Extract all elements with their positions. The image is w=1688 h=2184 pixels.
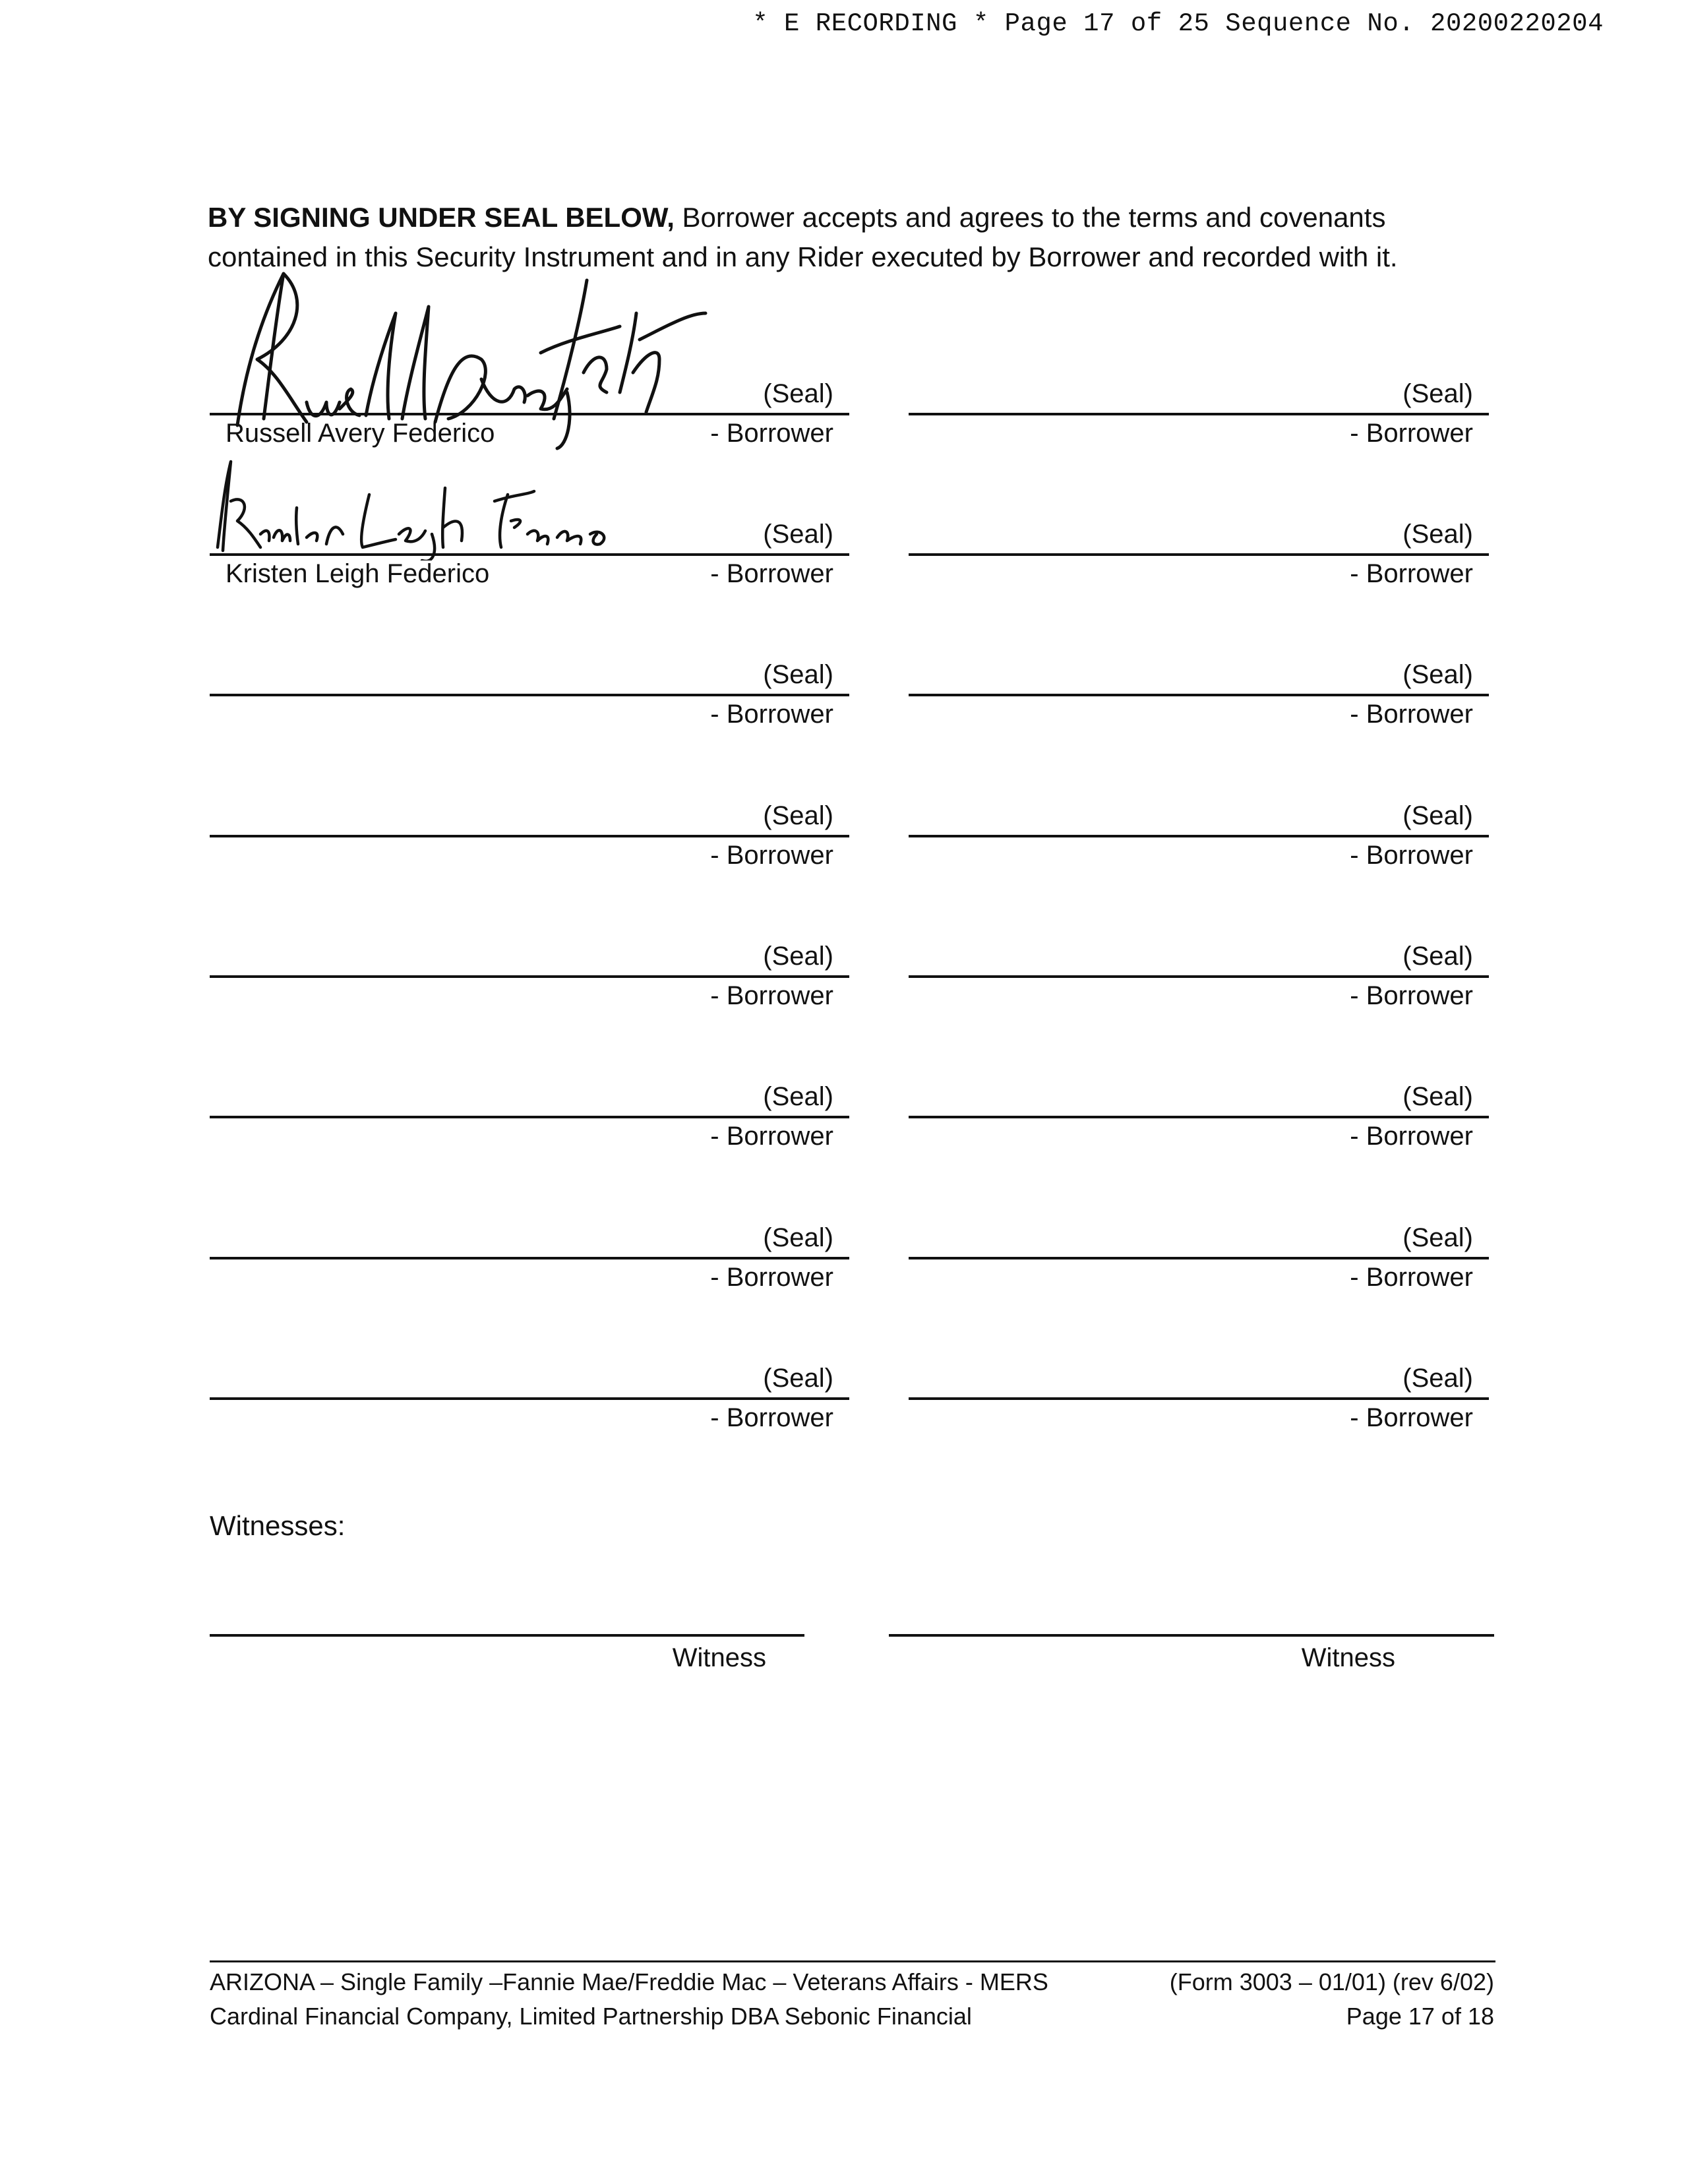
footer-page-number: Page 17 of 18 [1346, 2003, 1494, 2030]
borrower-label: - Borrower [1350, 559, 1473, 588]
borrower-label: - Borrower [1350, 1263, 1473, 1292]
borrower-signature-block [909, 919, 1489, 1010]
borrower-label: - Borrower [1350, 841, 1473, 870]
footer-page-info [1170, 1965, 1494, 2034]
seal-label: (Seal) [763, 1223, 833, 1252]
signature-line [210, 694, 849, 696]
seal-label: (Seal) [1402, 801, 1473, 830]
borrower-label: - Borrower [1350, 1403, 1473, 1432]
borrower-label: - Borrower [1350, 1122, 1473, 1151]
witness-line [210, 1634, 804, 1637]
borrower-label: - Borrower [710, 841, 833, 870]
recording-header: * E RECORDING * Page 17 of 25 Sequence No. 20200220204 [752, 9, 1604, 38]
seal-label: (Seal) [1402, 1082, 1473, 1111]
witness-line [889, 1634, 1494, 1637]
seal-label: (Seal) [763, 801, 833, 830]
seal-label: (Seal) [1402, 660, 1473, 689]
borrower-signature-block [909, 1341, 1489, 1432]
borrower-signature-block [210, 1059, 849, 1151]
borrower-signature-block [909, 1200, 1489, 1292]
witnesses-heading: Witnesses: [210, 1510, 346, 1541]
footer-form-info [210, 1965, 1048, 2034]
borrower-signature-block [909, 1059, 1489, 1151]
borrower-label: - Borrower [1350, 981, 1473, 1010]
borrower-signature-block [909, 637, 1489, 729]
footer-divider [210, 1960, 1495, 1962]
signature-line [909, 975, 1489, 978]
signature-line [210, 1257, 849, 1259]
signature-line [210, 1116, 849, 1118]
borrower-signature-block [210, 1341, 849, 1432]
borrower-signature-block [909, 356, 1489, 448]
footer-state-line: ARIZONA – Single Family –Fannie Mae/Freddie Mac – Veterans Affairs - MERS [210, 1968, 1048, 1995]
borrower-signature-block [210, 637, 849, 729]
witness-signature-block [889, 1634, 1494, 1687]
witness-signature-block [210, 1634, 804, 1687]
signature-line [909, 553, 1489, 556]
witness-label: Witness [672, 1643, 766, 1672]
signer-name: Russell Avery Federico [226, 419, 495, 448]
seal-label: (Seal) [1402, 520, 1473, 549]
borrower-signature-block [210, 1200, 849, 1292]
borrower-signature-block [909, 778, 1489, 870]
borrower-label: - Borrower [710, 700, 833, 729]
borrower-label: - Borrower [710, 1122, 833, 1151]
signing-statement-lead: BY SIGNING UNDER SEAL BELOW, [208, 202, 675, 233]
signature-line [909, 1397, 1489, 1400]
footer-lender-line: Cardinal Financial Company, Limited Partnership DBA Sebonic Financial [210, 2003, 972, 2030]
seal-label: (Seal) [1402, 1364, 1473, 1393]
signature-line [909, 413, 1489, 415]
seal-label: (Seal) [1402, 942, 1473, 971]
borrower-label: - Borrower [1350, 419, 1473, 448]
signer-name: Kristen Leigh Federico [226, 559, 490, 588]
seal-label: (Seal) [763, 660, 833, 689]
signing-statement-text: Borrower accepts and agrees to the terms and covenants contained in this Security Instrument and in any Rider executed by Borrower and recorded with it. [208, 202, 1398, 272]
borrower-label: - Borrower [710, 419, 833, 448]
signing-statement [208, 198, 1500, 277]
borrower-label: - Borrower [710, 981, 833, 1010]
witness-label: Witness [1301, 1643, 1395, 1672]
borrower-signature-block [210, 919, 849, 1010]
seal-label: (Seal) [763, 379, 833, 408]
seal-label: (Seal) [1402, 379, 1473, 408]
signature-line [909, 1257, 1489, 1259]
borrower-signature-block [210, 497, 849, 588]
seal-label: (Seal) [763, 520, 833, 549]
signature-line [210, 975, 849, 978]
signature-line [909, 1116, 1489, 1118]
signature-line [210, 553, 849, 556]
seal-label: (Seal) [763, 1082, 833, 1111]
seal-label: (Seal) [763, 1364, 833, 1393]
signature-line [909, 694, 1489, 696]
seal-label: (Seal) [1402, 1223, 1473, 1252]
borrower-label: - Borrower [710, 1263, 833, 1292]
signature-line [210, 413, 849, 415]
borrower-label: - Borrower [710, 559, 833, 588]
signature-line [210, 835, 849, 837]
borrower-signature-block [210, 778, 849, 870]
borrower-label: - Borrower [710, 1403, 833, 1432]
borrower-signature-block [909, 497, 1489, 588]
signature-line [210, 1397, 849, 1400]
borrower-label: - Borrower [1350, 700, 1473, 729]
seal-label: (Seal) [763, 942, 833, 971]
footer-form-number: (Form 3003 – 01/01) (rev 6/02) [1169, 1968, 1494, 1995]
borrower-signature-block [210, 356, 849, 448]
signature-line [909, 835, 1489, 837]
